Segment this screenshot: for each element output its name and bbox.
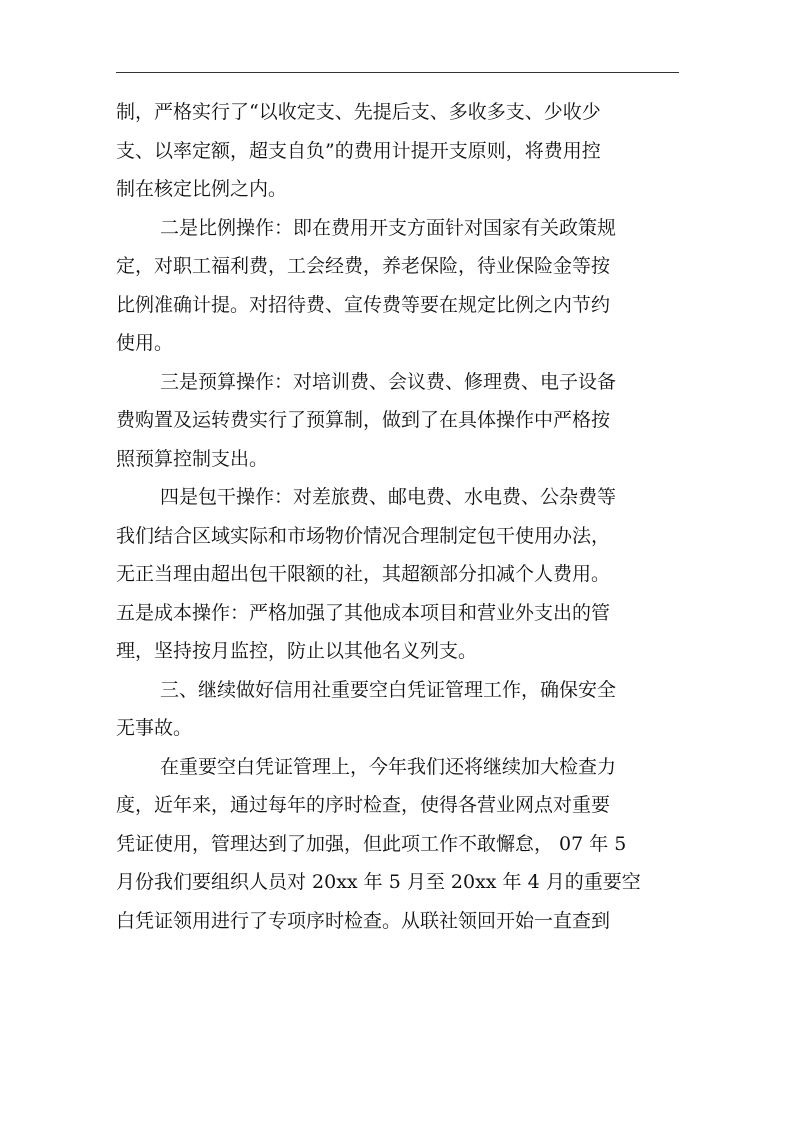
text-line-10: 照预算控制支出。: [116, 447, 269, 470]
text-line-14: 五是成本操作：严格加强了其他成本项目和营业外支出的管: [116, 601, 611, 624]
text-line-12: 我们结合区域实际和市场物价情况合理制定包干使用办法，: [116, 524, 611, 547]
text-line-4: 二是比例操作：即在费用开支方面针对国家有关政策规: [160, 216, 617, 239]
text-line-22: 白凭证领用进行了专项序时检查。从联社领回开始一直查到: [116, 909, 611, 932]
text-line-9: 费购置及运转费实行了预算制，做到了在具体操作中严格按: [116, 409, 611, 431]
text-line-5: 定，对职工福利费，工会经费，养老保险，待业保险金等按: [116, 255, 611, 277]
text-line-11: 四是包干操作：对差旅费、邮电费、水电费、公杂费等: [160, 486, 617, 508]
text-line-20: 凭证使用，管理达到了加强，但此项工作不敢懈怠， 07 年 5: [116, 832, 627, 855]
text-line-15: 理，坚持按月监控，防止以其他名义列支。: [116, 640, 478, 662]
text-line-3: 制在核定比例之内。: [116, 178, 288, 200]
text-line-18: 在重要空白凭证管理上，今年我们还将继续加大检查力: [160, 755, 617, 778]
text-line-17: 无事故。: [116, 717, 193, 739]
text-line-8: 三是预算操作：对培训费、会议费、修理费、电子设备: [160, 370, 617, 393]
text-line-2: 支、以率定额，超支自负”的费用计提开支原则，将费用控: [116, 139, 601, 162]
document-body: [116, 93, 682, 940]
text-line-7: 使用。: [116, 332, 174, 354]
text-line-6: 比例准确计提。对招待费、宣传费等要在规定比例之内节约: [116, 293, 611, 316]
text-line-13: 无正当理由超出包干限额的社，其超额部分扣减个人费用。: [116, 563, 611, 585]
header-rule: [116, 72, 679, 73]
text-line-21: 月份我们要组织人员对 20xx 年 5 月至 20xx 年 4 月的重要空: [116, 871, 641, 893]
text-line-1: 制，严格实行了“以收定支、先提后支、多收多支、少收少: [116, 101, 601, 123]
text-line-19: 度，近年来，通过每年的序时检查，使得各营业网点对重要: [116, 794, 611, 816]
text-line-16: 三、继续做好信用社重要空白凭证管理工作，确保安全: [160, 678, 617, 701]
